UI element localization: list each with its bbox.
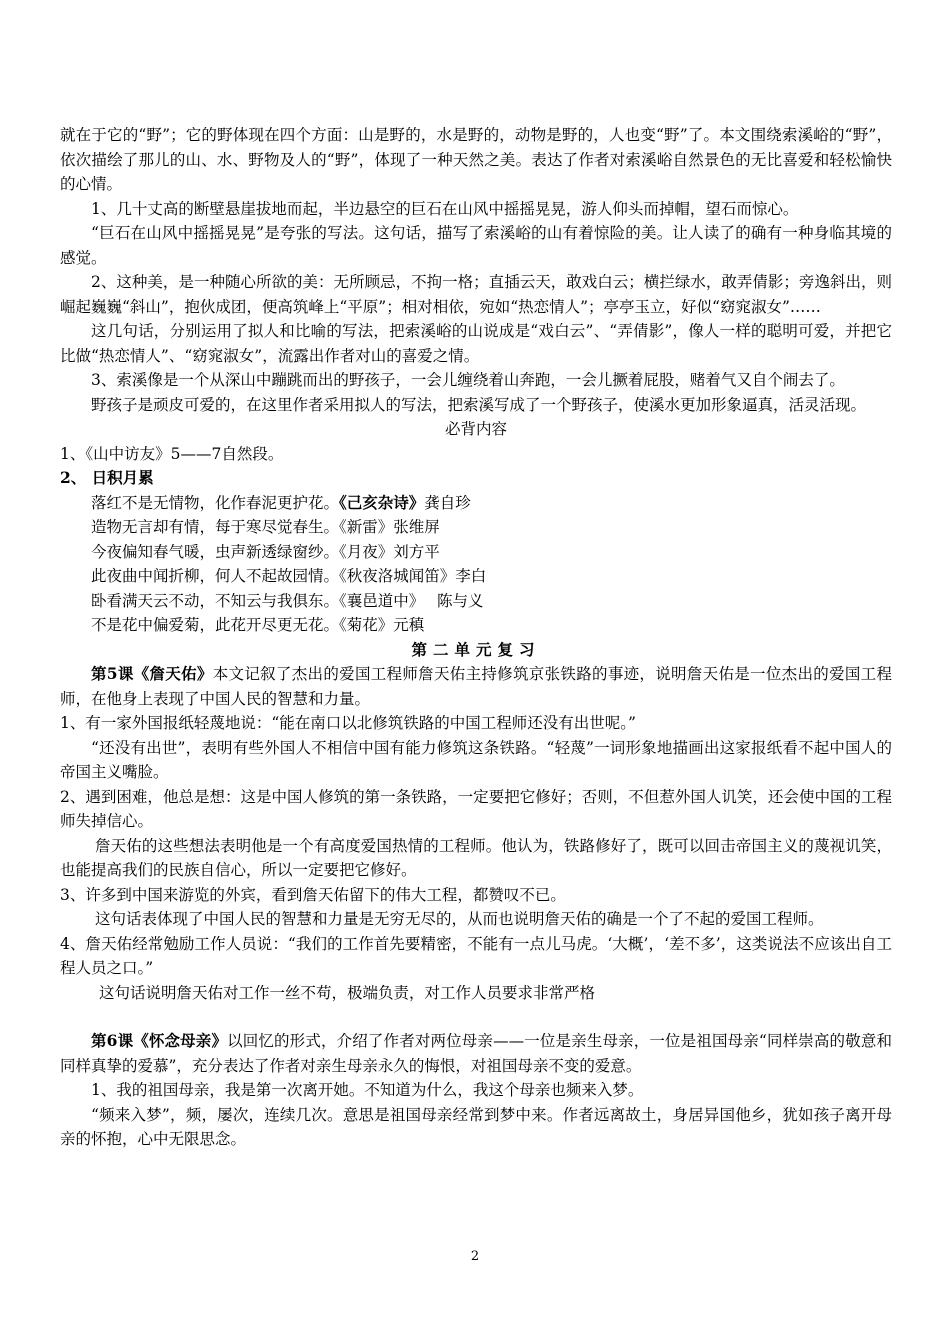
example-sentence: 1、有一家外国报纸轻蔑地说：“能在南口以北修筑铁路的中国工程师还没有出世呢。”: [60, 714, 636, 732]
poem-author: 李白: [455, 567, 487, 585]
example-sentence: 1、我的祖国母亲，我是第一次离开她。不知道为什么，我这个母亲也频来入梦。: [91, 1081, 644, 1099]
poem-text: 此夜曲中闻折柳，何人不起故园情。: [91, 567, 340, 585]
explanation-paragraph: “巨石在山风中摇摇晃晃”是夸张的写法。这句话，描写了索溪峪的山有着惊险的美。让人读了的确有一种身临其境的感觉。: [60, 224, 892, 267]
example-sentence: 2、这种美，是一种随心所欲的美：无所顾忌，不拘一格；直插云天，敢戏白云；横拦绿水，敢弄倩影；旁逸斜出，则崛起巍巍“斜山”，抱伙成团，便高筑峰上“平原”；相对相依，宛如“热恋情人”；亭亭玉立，好似“窈窕淑女”……: [60, 273, 892, 316]
explanation-paragraph: 这句话说明詹天佑对工作一丝不苟，极端负责，对工作人员要求非常严格: [99, 983, 596, 1002]
poem-line: [91, 589, 892, 614]
explanation-paragraph: 这几句话，分别运用了拟人和比喻的写法，把索溪峪的山说成是“戏白云”、“弄倩影”，像人一样的聪明可爱，并把它比做“热恋情人”、“窈窕淑女”，流露出作者对山的喜爱之情。: [60, 322, 892, 365]
lesson-6-label: 第6课《怀念母亲》: [91, 1031, 228, 1050]
poem-line: [91, 564, 892, 589]
poem-text: 不是花中偏爱菊，此花开尽更无花。: [91, 616, 340, 634]
spacer: [60, 1005, 892, 1029]
poem-author: 刘方平: [393, 542, 440, 561]
page-number: 2: [470, 1249, 480, 1264]
lesson-5-text: 本文记叙了杰出的爱国工程师詹天佑主持修筑京张铁路的事迹，说明詹天佑是一位杰出的爱国工程师，在他身上表现了中国人民的智慧和力量。: [60, 665, 892, 708]
lesson-6-summary: [60, 1029, 892, 1078]
poem-line: [91, 515, 892, 540]
poem-author: 陈与义: [416, 591, 484, 610]
intro-paragraph: 就在于它的“野”；它的野体现在四个方面：山是野的，水是野的，动物是野的，人也变“野”了。本文围绕索溪峪的“野”，依次描绘了那儿的山、水、野物及人的“野”，体现了一种天然之美。表达了作者对索溪峪自然景色的无比喜爱和轻松愉快的心情。: [60, 126, 892, 193]
explanation-paragraph: “还没有出世”，表明有些外国人不相信中国有能力修筑这条铁路。“轻蔑”一词形象地描画出这家报纸看不起中国人的帝国主义嘴脸。: [60, 738, 892, 781]
recite-item-1: 1、《山中访友》5——7自然段。: [60, 444, 284, 463]
example-sentence: 3、许多到中国来游览的外宾，看到詹天佑留下的伟大工程，都赞叹不已。: [60, 885, 566, 904]
poem-text: 落红不是无情物，化作春泥更护花。: [91, 493, 340, 512]
poem-source: 《襄邑道中》: [339, 591, 417, 610]
lesson-6-text: 以回忆的形式，介绍了作者对两位母亲——一位是亲生母亲，一位是祖国母亲“同样崇高的敬意和同样真挚的爱慕”，充分表达了作者对亲生母亲永久的悔恨，对祖国母亲不变的爱意。: [60, 1032, 892, 1075]
explanation-paragraph: “频来入梦”，频，屡次，连续几次。意思是祖国母亲经常到梦中来。作者远离故土，身居异国他乡，犹如孩子离开母亲的怀抱，心中无限思念。: [60, 1105, 892, 1148]
poem-author: 张维屏: [393, 518, 440, 536]
explanation-paragraph: 野孩子是顽皮可爱的，在这里作者采用拟人的写法，把索溪写成了一个野孩子，使溪水更加形象逼真，活灵活现。: [91, 395, 867, 414]
example-sentence: 2、遇到困难，他总是想：这是中国人修筑的第一条铁路，一定要把它修好；否则，不但惹外国人讥笑，还会使中国的工程师失掉信心。: [60, 787, 892, 830]
poem-line: [91, 540, 892, 565]
lesson-5-summary: [60, 662, 892, 711]
poem-source: 《菊花》: [339, 616, 394, 634]
poem-list: [60, 491, 892, 638]
poem-author: 元稹: [393, 616, 425, 634]
poem-source: 《己亥杂诗》: [339, 492, 425, 512]
poem-text: 今夜偏知春气暖，虫声新透绿窗纱。: [91, 542, 340, 561]
poem-source: 《月夜》: [339, 542, 394, 561]
poem-text: 造物无言却有情，每于寒尽觉春生。: [91, 518, 340, 536]
section-heading-must-recite: 必背内容: [444, 420, 507, 438]
poem-text: 卧看满天云不动，不知云与我俱东。: [91, 591, 340, 610]
example-sentence: 3、索溪像是一个从深山中蹦跳而出的野孩子，一会儿缠绕着山奔跑，一会儿撅着屁股，赌着气又自个闹去了。: [91, 371, 845, 389]
example-sentence: 1、几十丈高的断壁悬崖拔地而起，半边悬空的巨石在山风中摇摇晃晃，游人仰头而掉帽，望石而惊心。: [91, 199, 799, 218]
poem-line: [91, 491, 892, 516]
example-sentence: 4、詹天佑经常勉励工作人员说：“我们的工作首先要精密，不能有一点儿马虎。‘大概’，‘差不多’，这类说法不应该出自工程人员之口。”: [60, 934, 892, 977]
unit-review-heading: 第二单元复习: [411, 639, 541, 659]
poem-line: [91, 613, 892, 638]
poem-source: 《秋夜洛城闻笛》: [339, 567, 456, 585]
poem-source: 《新雷》: [339, 518, 394, 536]
poem-author: 龚自珍: [424, 493, 471, 512]
lesson-5-label: 第5课《詹天佑》: [91, 664, 213, 683]
page-content: [60, 123, 892, 1152]
explanation-paragraph: 这句话表体现了中国人民的智慧和力量是无穷无尽的，从而也说明詹天佑的确是一个了不起的爱国工程师。: [95, 910, 824, 928]
explanation-paragraph: 詹天佑的这些想法表明他是一个有高度爱国热情的工程师。他认为，铁路修好了，既可以回击帝国主义的蔑视讥笑，也能提高我们的民族自信心，所以一定要把它修好。: [60, 836, 892, 879]
recite-item-2: 2、 日积月累: [60, 468, 154, 487]
